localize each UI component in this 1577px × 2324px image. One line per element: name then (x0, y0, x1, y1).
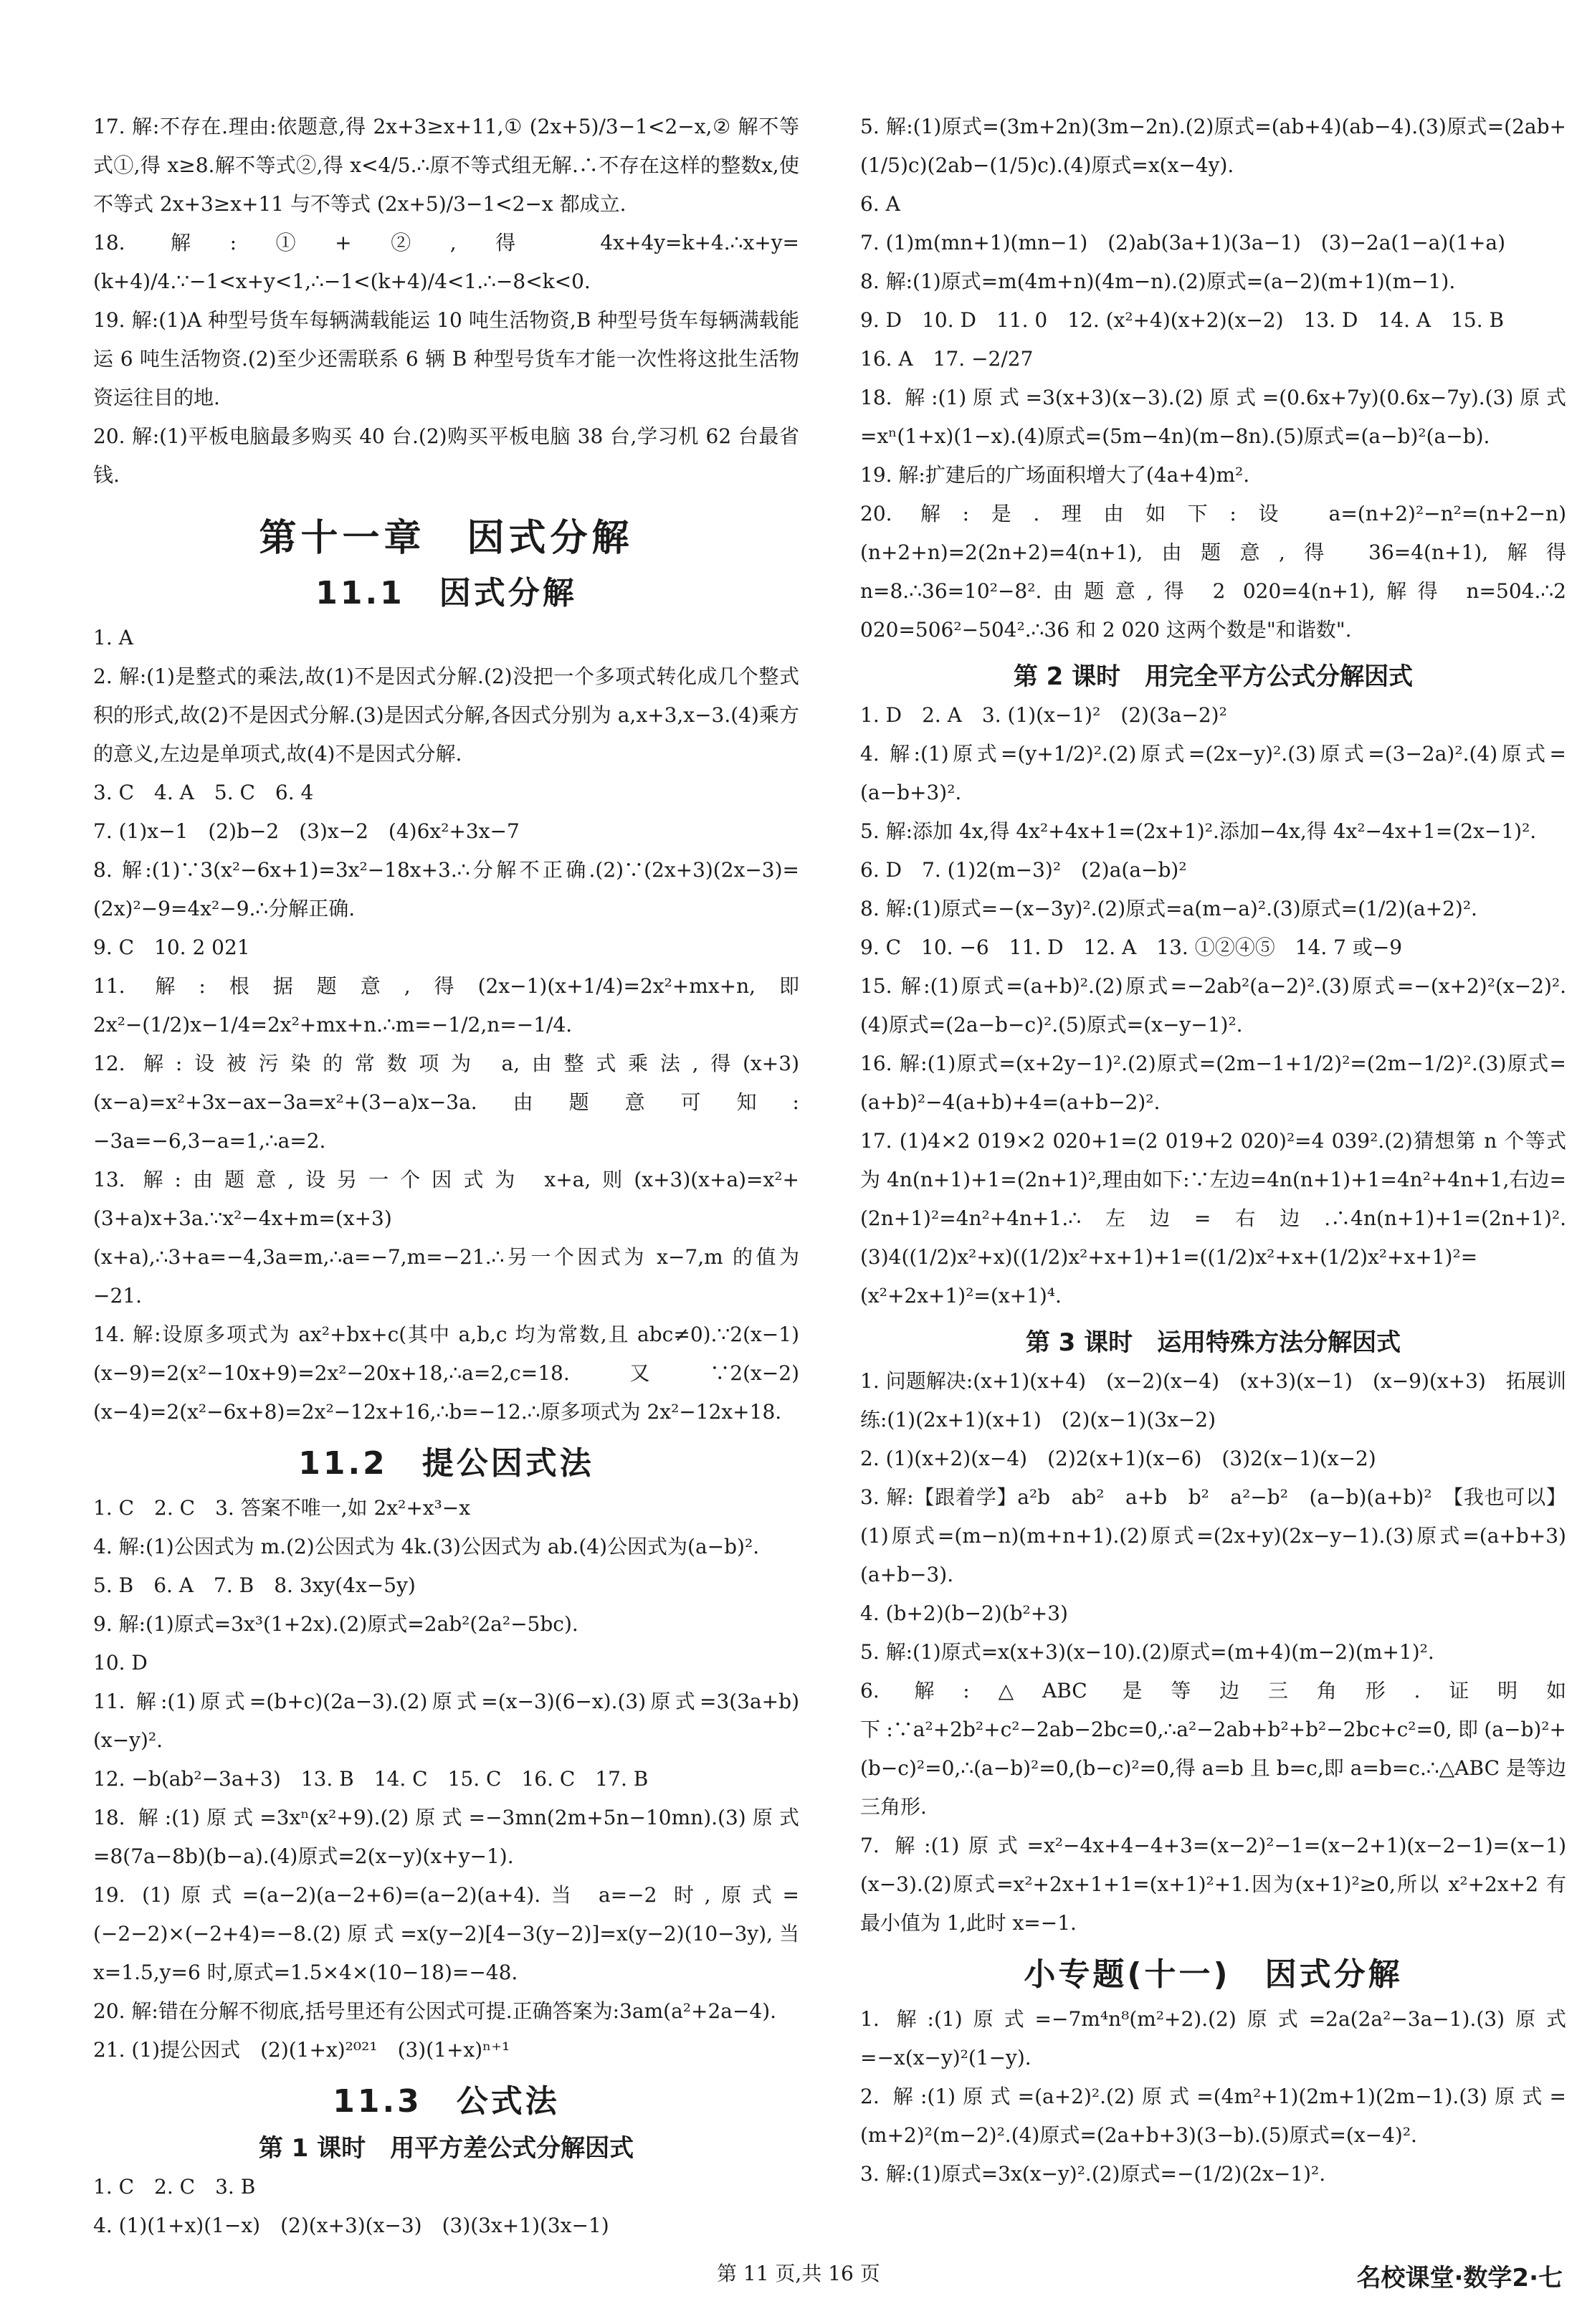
page-number: 第 11 页,共 16 页 (717, 2262, 880, 2285)
answer-item: 1. 解:(1)原式=−7m⁴n⁸(m²+2).(2)原式=2a(2a²−3a−1).(3)原式=−x(x−y)²(1−y). (860, 2007, 1566, 2070)
answer-item: 1. C 2. C 3. B (93, 2175, 256, 2199)
answer-item: 4. 解:(1)原式=(y+1/2)².(2)原式=(2x−y)².(3)原式=(3−2a)².(4)原式=(a−b+3)². (860, 742, 1566, 804)
answer-item: 1. A (93, 626, 133, 649)
answer-item: 12. 解:设被污染的常数项为 a,由整式乘法,得(x+3)(x−a)=x²+3x−ax−3a=x²+(3−a)x−3a.由题意可知:−3a=−6,3−a=1,∴a=2. (93, 1052, 799, 1153)
answer-item: 3. 解:(1)原式=3x(x−y)².(2)原式=−(1/2)(2x−1)². (860, 2162, 1326, 2186)
answer-item: 4. (b+2)(b−2)(b²+3) (860, 1601, 1068, 1625)
answer-item: 15. 解:(1)原式=(a+b)².(2)原式=−2ab²(a−2)².(3)原式=−(x+2)²(x−2)².(4)原式=(2a−b−c)².(5)原式=(x−y−1)². (860, 974, 1566, 1037)
lesson-title: 第 1 课时 用平方差公式分解因式 (258, 2134, 634, 2163)
answer-item: 1. C 2. C 3. 答案不唯一,如 2x²+x³−x (93, 1496, 471, 1520)
answer-item: 9. C 10. −6 11. D 12. A 13. ①②④⑤ 14. 7 或−9 (860, 935, 1403, 959)
left-column (93, 108, 799, 2245)
answer-item: 2. 解:(1)是整式的乘法,故(1)不是因式分解.(2)没把一个多项式转化成几个整式积的形式,故(2)不是因式分解.(3)是因式分解,各因式分别为 a,x+3,x−3.(4)乘方的意义,左边是单项式,故(4)不是因式分解. (93, 665, 799, 766)
right-column (860, 108, 1566, 2194)
answer-item: 5. B 6. A 7. B 8. 3xy(4x−5y) (93, 1573, 416, 1597)
page-footer (0, 2258, 1577, 2294)
answer-item: 6. D 7. (1)2(m−3)² (2)a(a−b)² (860, 858, 1187, 882)
answer-item: 4. 解:(1)公因式为 m.(2)公因式为 4k.(3)公因式为 ab.(4)公因式为(a−b)². (93, 1535, 760, 1558)
book-title: 名校课堂·数学2·七 (1356, 2264, 1563, 2292)
answer-item: 7. 解:(1)原式=x²−4x+4−4+3=(x−2)²−1=(x−2+1)(x−2−1)=(x−1)(x−3).(2)原式=x²+2x+1+1=(x+1)²+1.因为(x+1)²≥0,所以 x²+2x+2 有最小值为 1,此时 x=−1. (860, 1834, 1566, 1935)
answer-item: 18. 解:(1)原式=3(x+3)(x−3).(2)原式=(0.6x+7y)(0.6x−7y).(3)原式=xⁿ(1+x)(1−x).(4)原式=(5m−4n)(m−8n).(5)原式=(a−b)²(a−b). (860, 386, 1566, 448)
answer-item: 6. 解:△ABC 是等边三角形.证明如下:∵a²+2b²+c²−2ab−2bc=0,∴a²−2ab+b²+b²−2bc+c²=0,即(a−b)²+(b−c)²=0,∴(a−b)²=0,(b−c)²=0,得 a=b 且 b=c,即 a=b=c.∴△ABC 是等边三角形. (860, 1679, 1566, 1819)
answer-item: 14. 解:设原多项式为 ax²+bx+c(其中 a,b,c 均为常数,且 abc≠0).∵2(x−1)(x−9)=2(x²−10x+9)=2x²−20x+18,∴a=2,c=18.又∵2(x−2)(x−4)=2(x²−6x+8)=2x²−12x+16,∴b=−12.∴原多项式为 2x²−12x+18. (93, 1323, 799, 1424)
answer-item: 13. 解:由题意,设另一个因式为 x+a,则(x+3)(x+a)=x²+(3+a)x+3a.∵x²−4x+m=(x+3)(x+a),∴3+a=−4,3a=m,∴a=−7,m=−21.∴另一个因式为 x−7,m 的值为−21. (93, 1168, 799, 1308)
answer-item: 1. D 2. A 3. (1)(x−1)² (2)(3a−2)² (860, 703, 1227, 727)
answer-item: 5. 解:(1)原式=x(x+3)(x−10).(2)原式=(m+4)(m−2)(m+1)². (860, 1640, 1434, 1664)
answer-item: 19. 解:(1)A 种型号货车每辆满载能运 10 吨生活物资,B 种型号货车每辆满载能运 6 吨生活物资.(2)至少还需联系 6 辆 B 种型号货车才能一次性将这批生活物资运往目的地. (93, 308, 799, 409)
answer-item: 9. D 10. D 11. 0 12. (x²+4)(x+2)(x−2) 13. D 14. A 15. B (860, 308, 1505, 332)
answer-item: 19. 解:扩建后的广场面积增大了(4a+4)m². (860, 463, 1250, 487)
answer-item: 8. 解:(1)原式=m(4m+n)(4m−n).(2)原式=(a−2)(m+1)(m−1). (860, 270, 1456, 293)
answer-item: 7. (1)m(mn+1)(mn−1) (2)ab(3a+1)(3a−1) (3)−2a(1−a)(1+a) (860, 231, 1506, 254)
answer-item: 8. 解:(1)原式=−(x−3y)².(2)原式=a(m−a)².(3)原式=(1/2)(a+2)². (860, 897, 1477, 920)
answer-item: 17. 解:不存在.理由:依题意,得 2x+3≥x+11,① (2x+5)/3−1<2−x,② 解不等式①,得 x≥8.解不等式②,得 x<4/5.∴原不等式组无解.∴不存在这样的整数x,使不等式 2x+3≥x+11 与不等式 (2x+5)/3−1<2−x 都成立. (93, 115, 799, 216)
lesson-title: 第 3 课时 运用特殊方法分解因式 (1025, 1328, 1401, 1357)
answer-item: 20. 解:(1)平板电脑最多购买 40 台.(2)购买平板电脑 38 台,学习机 62 台最省钱. (93, 424, 799, 487)
topic-title: 小专题(十一) 因式分解 (1024, 1956, 1403, 1993)
answer-item: 8. 解:(1)∵3(x²−6x+1)=3x²−18x+3.∴分解不正确.(2)∵(2x+3)(2x−3)=(2x)²−9=4x²−9.∴分解正确. (93, 858, 799, 920)
lesson-title: 第 2 课时 用完全平方公式分解因式 (1013, 662, 1414, 691)
answer-item: 18. 解:(1)原式=3xⁿ(x²+9).(2)原式=−3mn(2m+5n−10mn).(3)原式=8(7a−8b)(b−a).(4)原式=2(x−y)(x+y−1). (93, 1806, 799, 1868)
answer-item: 20. 解:错在分解不彻底,括号里还有公因式可提.正确答案为:3am(a²+2a−4). (93, 1999, 777, 2023)
section-title: 11.1 因式分解 (315, 575, 577, 611)
answer-item: 19. (1)原式=(a−2)(a−2+6)=(a−2)(a+4).当 a=−2 时,原式=(−2−2)×(−2+4)=−8.(2)原式=x(y−2)[4−3(y−2)]=x(y−2)(10−3y),当 x=1.5,y=6 时,原式=1.5×4×(10−18)=−48. (93, 1883, 799, 1984)
answer-item: 7. (1)x−1 (2)b−2 (3)x−2 (4)6x²+3x−7 (93, 819, 520, 843)
answer-item: 9. C 10. 2 021 (93, 935, 250, 959)
answer-item: 9. 解:(1)原式=3x³(1+2x).(2)原式=2ab²(2a²−5bc). (93, 1612, 578, 1636)
answer-item: 18. 解:①+②,得 4x+4y=k+4.∴x+y=(k+4)/4.∵−1<x+y<1,∴−1<(k+4)/4<1.∴−8<k<0. (93, 231, 799, 293)
answer-item: 3. C 4. A 5. C 6. 4 (93, 781, 314, 804)
answer-item: 2. 解:(1)原式=(a+2)².(2)原式=(4m²+1)(2m+1)(2m−1).(3)原式=(m+2)²(m−2)².(4)原式=(2a+b+3)(3−b).(5)原式=(x−4)². (860, 2085, 1566, 2147)
answer-item: 17. (1)4×2 019×2 020+1=(2 019+2 020)²=4 039².(2)猜想第 n 个等式为 4n(n+1)+1=(2n+1)²,理由如下:∵左边=4n(n+1)+1=4n²+4n+1,右边=(2n+1)²=4n²+4n+1.∴左边=右边.∴4n(n+1)+1=(2n+1)².(3)4((1/2)x²+x)((1/2)x²+x+1)+1=((1/2)x²+x+(1/2)x²+x+1)²=(x²+2x+1)²=(x+1)⁴. (860, 1129, 1566, 1308)
answer-item: 4. (1)(1+x)(1−x) (2)(x+3)(x−3) (3)(3x+1)(3x−1) (93, 2214, 609, 2237)
answer-item: 2. (1)(x+2)(x−4) (2)2(x+1)(x−6) (3)2(x−1)(x−2) (860, 1447, 1376, 1470)
section-title: 11.3 公式法 (333, 2083, 560, 2120)
answer-item: 5. 解:(1)原式=(3m+2n)(3m−2n).(2)原式=(ab+4)(ab−4).(3)原式=(2ab+(1/5)c)(2ab−(1/5)c).(4)原式=x(x−4y). (860, 115, 1566, 177)
answer-item: 5. 解:添加 4x,得 4x²+4x+1=(2x+1)².添加−4x,得 4x²−4x+1=(2x−1)². (860, 819, 1537, 843)
answer-item: 11. 解:(1)原式=(b+c)(2a−3).(2)原式=(x−3)(6−x).(3)原式=3(3a+b)(x−y)². (93, 1690, 799, 1752)
chapter-title: 第十一章 因式分解 (259, 517, 634, 560)
answer-item: 16. A 17. −2/27 (860, 347, 1034, 371)
answer-item: 3. 解:【跟着学】a²b ab² a+b b² a²−b² (a−b)(a+b)² 【我也可以】(1)原式=(m−n)(m+n+1).(2)原式=(2x+y)(2x−y−1).(3)原式=(a+b+3)(a+b−3). (860, 1485, 1566, 1586)
answer-item: 11. 解:根据题意,得(2x−1)(x+1/4)=2x²+mx+n,即 2x²−(1/2)x−1/4=2x²+mx+n.∴m=−1/2,n=−1/4. (93, 974, 799, 1037)
answer-item: 6. A (860, 192, 900, 216)
answer-item: 12. −b(ab²−3a+3) 13. B 14. C 15. C 16. C 17. B (93, 1767, 649, 1791)
answer-item: 1. 问题解决:(x+1)(x+4) (x−2)(x−4) (x+3)(x−1) (x−9)(x+3) 拓展训练:(1)(2x+1)(x+1) (2)(x−1)(3x−2) (860, 1369, 1566, 1432)
section-title: 11.2 提公因式法 (298, 1445, 594, 1482)
answer-item: 20. 解:是.理由如下:设 a=(n+2)²−n²=(n+2−n)(n+2+n)=2(2n+2)=4(n+1),由题意,得 36=4(n+1),解得 n=8.∴36=10²−8².由题意,得 2 020=4(n+1),解得 n=504.∴2 020=506²−504².∴36 和 2 020 这两个数是"和谐数". (860, 502, 1566, 642)
answer-item: 16. 解:(1)原式=(x+2y−1)².(2)原式=(2m−1+1/2)²=(2m−1/2)².(3)原式=(a+b)²−4(a+b)+4=(a+b−2)². (860, 1052, 1566, 1114)
answer-item: 10. D (93, 1651, 148, 1675)
answer-item: 21. (1)提公因式 (2)(1+x)²⁰²¹ (3)(1+x)ⁿ⁺¹ (93, 2038, 510, 2062)
